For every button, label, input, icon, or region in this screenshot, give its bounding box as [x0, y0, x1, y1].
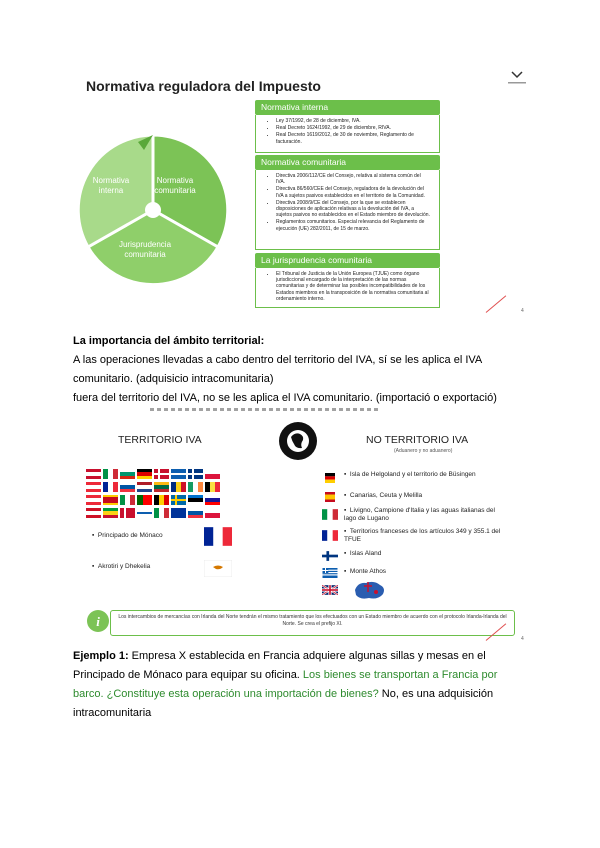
example-text: Principado de Mónaco para equipar su oficina.	[73, 669, 303, 681]
item-label: Isla de Helgoland y el territorio de Büsingen	[349, 471, 476, 478]
section-heading: La importancia del ámbito territorial:	[73, 335, 265, 347]
panel-normativa-interna	[255, 100, 440, 115]
svg-text:i: i	[96, 614, 100, 629]
panel-normativa-comunitaria	[255, 155, 440, 170]
territory-left-title: TERRITORIO IVA	[118, 434, 202, 446]
list-item: • Directiva 2008/9/CE del Consejo, por la que se establecen disposiciones de aplicación relativas a la devolución del IVA, a sujetos pasivos no establecidos en el Estado miembro de devolución.	[276, 200, 431, 219]
cycle-label-jurisprudencia: Jurisprudencia comunitaria	[118, 240, 172, 259]
right-item: ▪ Isla de Helgoland y el territorio de Büsingen	[344, 471, 476, 478]
paragraph-line: comunitario. (adquisicio intracomunitaria)	[73, 373, 274, 385]
panel-body-jurisprudencia	[255, 268, 440, 308]
left-item-monaco	[92, 532, 163, 540]
flag-finland-icon	[322, 551, 338, 561]
item-label: Principado de Mónaco	[97, 532, 163, 539]
panel-jurisprudencia	[255, 253, 440, 268]
paragraph-line: fuera del territorio del IVA, no se les aplica el IVA comunitario. (importació o exportació)	[73, 392, 497, 404]
item-label: Islas Aland	[349, 550, 382, 557]
list-item: • Ley 37/1992, de 28 de diciembre, IVA.	[276, 118, 431, 124]
example-text: Empresa X establecida en Francia adquiere algunas sillas y mesas en el	[128, 650, 486, 662]
example-line-3	[73, 685, 533, 704]
example-line-4	[73, 704, 533, 723]
panel-head: Normativa interna	[255, 100, 440, 115]
globe-icon	[278, 421, 318, 461]
flag-france-icon	[204, 527, 232, 546]
brand-logo-icon	[506, 70, 528, 88]
example-line-1	[73, 647, 533, 666]
flag-italy-icon	[322, 509, 338, 520]
flag-uk-icon	[322, 585, 338, 595]
example-answer: No, es una adquisición	[378, 688, 494, 700]
flag-row-1	[86, 469, 220, 479]
territory-right-title: NO TERRITORIO IVA	[366, 434, 469, 446]
slide-page-number: 4	[521, 308, 524, 314]
panel-head: Normativa comunitaria	[255, 155, 440, 170]
slide-page-number: 4	[521, 636, 524, 642]
flag-spain-icon	[322, 492, 338, 502]
northern-ireland-map-icon	[352, 578, 388, 602]
panel-body-interna	[255, 115, 440, 153]
item-label: Akrotiri y Dhekelia	[97, 563, 151, 570]
list-item: • Directiva 86/560/CEE del Consejo, reguladora de la devolución del IVA a sujetos pasivos establecidos en el territorio de la Comunidad.	[276, 186, 431, 198]
example-label: Ejemplo 1:	[73, 650, 129, 662]
flag-cyprus-icon	[204, 560, 232, 577]
list-item: • Real Decreto 1624/1992, de 29 de diciembre, RIVA.	[276, 125, 431, 131]
example-line-2	[73, 666, 533, 685]
info-note-box: Los intercambios de mercancías con Irlanda del Norte tendrán el mismo tratamiento que los efectuados con un Estado miembro de acuerdo con el protocolo Irlanda-Irlanda del Norte. Se crea el prefijo XI.	[110, 610, 515, 636]
right-item: ▪ Monte Athos	[344, 568, 387, 575]
flag-france-icon	[322, 530, 338, 541]
flag-row-4	[86, 508, 220, 518]
right-item: ▪ Islas Aland	[344, 550, 382, 557]
list-item: • El Tribunal de Justicia de la Unión Europea (TJUE) como órgano jurisdiccional encargado de la interpretación de las normas comunitarias y de determinar las posibles incompatibilidades de los Estados miembros en la transposición de la normativa comunitaria al ordenamiento interno.	[276, 271, 431, 302]
flag-row-2	[86, 482, 220, 492]
normativa-cycle-diagram	[78, 130, 228, 290]
left-item-akrotiri	[92, 563, 150, 571]
panel-head: La jurisprudencia comunitaria	[255, 253, 440, 268]
flag-row-3	[86, 495, 220, 505]
right-item: ▪ Territorios franceses de los artículos 349 y 355.1 del TFUE	[344, 528, 501, 543]
example-answer: intracomunitaria	[73, 707, 152, 719]
territory-right-subtitle: (Aduanero y no aduanero)	[394, 448, 453, 454]
bullet-icon: ▪	[92, 563, 98, 570]
cycle-label-interna: Normativa interna	[92, 176, 130, 195]
list-item: • Reglamentos comunitarios. Especial relevancia del Reglamento de ejecución (UE) 282/2011, de 15 de marzo.	[276, 219, 431, 231]
item-label: Territorios franceses de los artículos 349 y 355.1 del TFUE	[344, 528, 501, 543]
panel-body-comunitaria	[255, 170, 440, 250]
item-label: Livigno, Campione d'Italia y las aguas italianas del lago de Lugano	[344, 507, 495, 522]
example-question: barco. ¿Constituye esta operación una importación de bienes?	[73, 688, 379, 700]
item-label: Monte Athos	[349, 568, 387, 575]
clipped-text-strip	[150, 408, 380, 411]
eu-member-flags	[86, 469, 220, 521]
right-item: ▪ Canarias, Ceuta y Melilla	[344, 492, 423, 499]
cycle-label-comunitaria: Normativa comunitaria	[154, 176, 196, 195]
flag-greece-icon	[322, 568, 338, 578]
info-icon	[86, 609, 110, 633]
bullet-icon: ▪	[92, 532, 98, 539]
list-item: • Directiva 2006/112/CE del Consejo, relativa al sistema común del IVA.	[276, 173, 431, 185]
paragraph-line: A las operaciones llevadas a cabo dentro del territorio del IVA, sí se les aplica el IVA	[73, 354, 483, 366]
flag-germany-icon	[322, 473, 338, 483]
example-question: Los bienes se transportan a Francia por	[302, 669, 498, 681]
item-label: Canarias, Ceuta y Melilla	[349, 492, 423, 499]
list-item: • Real Decreto 1619/2012, de 30 de noviembre, Reglamento de facturación.	[276, 132, 431, 144]
right-item: ▪ Livigno, Campione d'Italia y las aguas italianas del lago de Lugano	[344, 507, 495, 522]
slide-title: Normativa reguladora del Impuesto	[86, 78, 321, 94]
